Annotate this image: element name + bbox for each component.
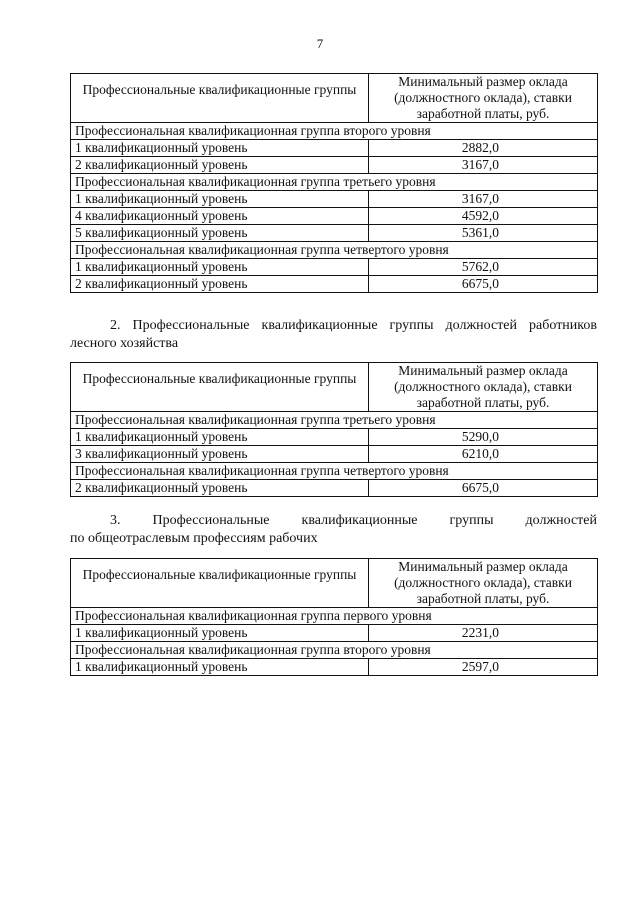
level-label: 2 квалификационный уровень bbox=[71, 157, 369, 174]
salary-value: 2597,0 bbox=[369, 659, 598, 676]
header-groups: Профессиональные квалификационные группы bbox=[71, 363, 369, 412]
salary-value: 5361,0 bbox=[369, 225, 598, 242]
salary-value: 2882,0 bbox=[369, 140, 598, 157]
group-title: Профессиональная квалификационная группа третьего уровня bbox=[71, 174, 598, 191]
level-label: 1 квалификационный уровень bbox=[71, 659, 369, 676]
group-title: Профессиональная квалификационная группа второго уровня bbox=[71, 642, 598, 659]
group-title: Профессиональная квалификационная группа третьего уровня bbox=[71, 412, 598, 429]
level-label: 1 квалификационный уровень bbox=[71, 625, 369, 642]
salary-table-2 bbox=[70, 362, 598, 497]
section-heading-line: 2. Профессиональные квалификационные группы должностей работников bbox=[110, 318, 597, 333]
section-heading-line: по общеотраслевым профессиям рабочих bbox=[70, 531, 318, 546]
level-label: 2 квалификационный уровень bbox=[71, 276, 369, 293]
section-heading-line: лесного хозяйства bbox=[70, 336, 179, 351]
level-label: 5 квалификационный уровень bbox=[71, 225, 369, 242]
salary-table-1 bbox=[70, 73, 598, 293]
salary-value: 6210,0 bbox=[369, 446, 598, 463]
salary-value: 3167,0 bbox=[369, 191, 598, 208]
level-label: 1 квалификационный уровень bbox=[71, 259, 369, 276]
group-title: Профессиональная квалификационная группа четвертого уровня bbox=[71, 463, 598, 480]
level-label: 3 квалификационный уровень bbox=[71, 446, 369, 463]
group-title: Профессиональная квалификационная группа первого уровня bbox=[71, 608, 598, 625]
header-salary: Минимальный размер оклада (должностного оклада), ставки заработной платы, руб. bbox=[369, 74, 598, 123]
level-label: 2 квалификационный уровень bbox=[71, 480, 369, 497]
level-label: 1 квалификационный уровень bbox=[71, 191, 369, 208]
page-number: 7 bbox=[316, 36, 324, 51]
salary-value: 2231,0 bbox=[369, 625, 598, 642]
header-salary: Минимальный размер оклада (должностного оклада), ставки заработной платы, руб. bbox=[369, 363, 598, 412]
section-heading-3 bbox=[70, 512, 597, 548]
salary-value: 4592,0 bbox=[369, 208, 598, 225]
level-label: 4 квалификационный уровень bbox=[71, 208, 369, 225]
group-title: Профессиональная квалификационная группа второго уровня bbox=[71, 123, 598, 140]
salary-value: 3167,0 bbox=[369, 157, 598, 174]
salary-value: 6675,0 bbox=[369, 480, 598, 497]
header-groups: Профессиональные квалификационные группы bbox=[71, 74, 369, 123]
section-heading-2 bbox=[70, 317, 597, 353]
salary-value: 5290,0 bbox=[369, 429, 598, 446]
section-heading-line: 3. Профессиональные квалификационные группы должностей bbox=[110, 513, 597, 528]
salary-table-3 bbox=[70, 558, 598, 676]
level-label: 1 квалификационный уровень bbox=[71, 140, 369, 157]
level-label: 1 квалификационный уровень bbox=[71, 429, 369, 446]
salary-value: 5762,0 bbox=[369, 259, 598, 276]
header-salary: Минимальный размер оклада (должностного оклада), ставки заработной платы, руб. bbox=[369, 559, 598, 608]
header-groups: Профессиональные квалификационные группы bbox=[71, 559, 369, 608]
group-title: Профессиональная квалификационная группа четвертого уровня bbox=[71, 242, 598, 259]
salary-value: 6675,0 bbox=[369, 276, 598, 293]
